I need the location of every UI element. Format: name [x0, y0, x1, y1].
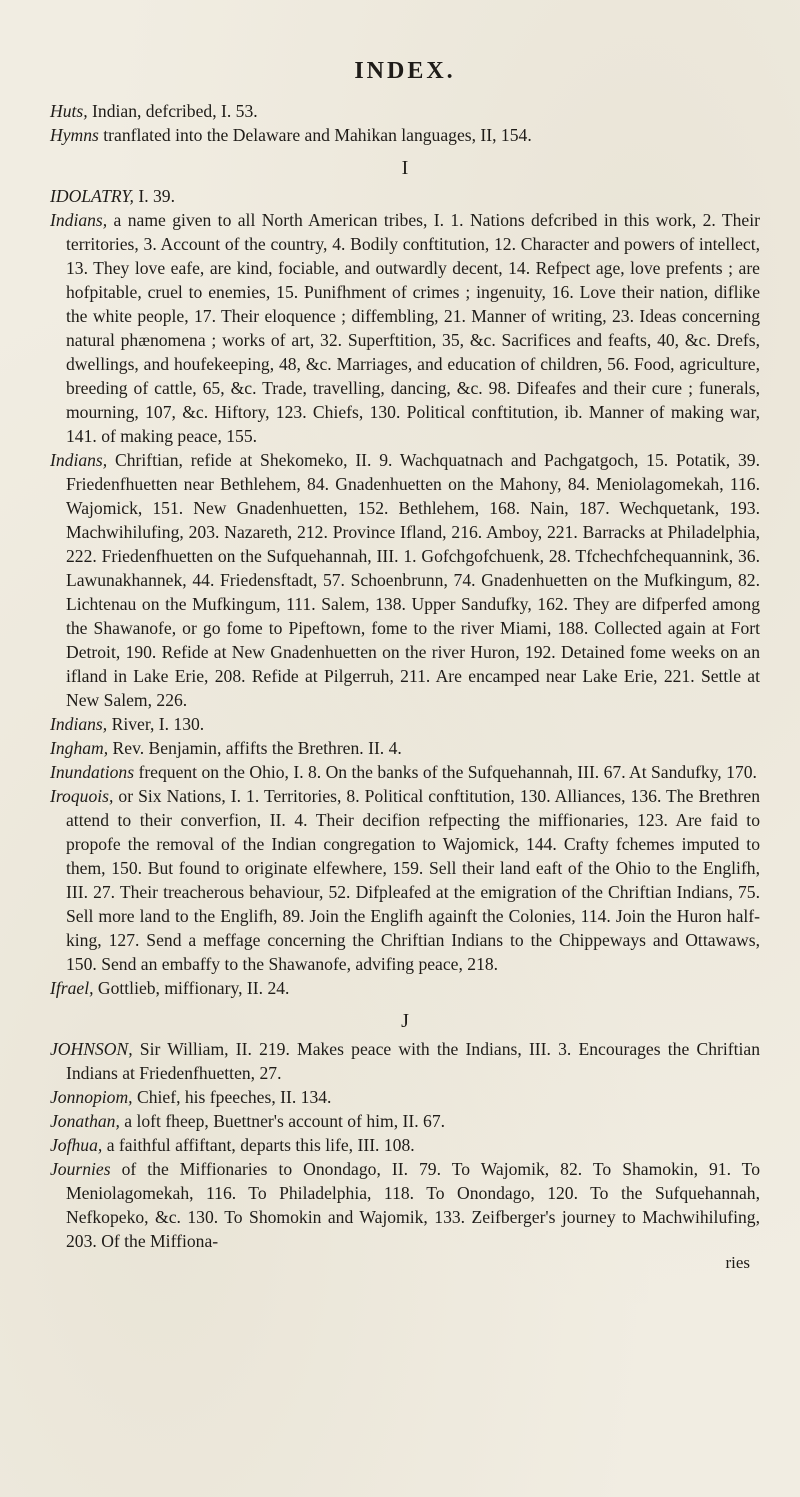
- index-entry: [50, 976, 760, 1000]
- entry-headword: IDOLATRY,: [50, 186, 134, 206]
- entry-text: Indian, defcribed, I. 53.: [87, 101, 258, 121]
- index-entry: [50, 760, 760, 784]
- entry-text: or Six Nations, I. 1. Territories, 8. Political conftitution, 130. Alliances, 136. The Brethren attend to their converfion, II. 4. Their decifion refpecting the miffionaries, 123. Are faid to propofe the removal of the Indian congregation to Wajomick, 144. Crafty fchemes imputed to them, 150. But found to originate elfewhere, 159. Sell their land eaft of the Ohio to the Englifh, III. 27. Their treacherous behaviour, 52. Difpleafed at the emigration of the Chriftian Indians, 75. Sell more land to the Englifh, 89. Join the Englifh againft the Colonies, 114. Join the Huron half-king, 127. Send a meffage concerning the Chriftian Indians to the Chippeways and Ottawaws, 150. Send an embaffy to the Shawanofe, advifing peace, 218.: [66, 786, 760, 974]
- index-entry: [50, 736, 760, 760]
- entry-headword: Huts,: [50, 101, 88, 121]
- entry-headword: Ifrael,: [50, 978, 94, 998]
- entry-headword: JOHNSON,: [50, 1039, 133, 1059]
- entry-text: of the Miffionaries to Onondago, II. 79. To Wajomik, 82. To Shamokin, 91. To Meniolagomekah, 116. To Philadelphia, 118. To Onondago, 120. To the Sufquehannah, Nefkopeko, &c. 130. To Shomokin and Wajomik, 133. Zeifberger's journey to Machwihilufing, 203. Of the Miffiona-: [66, 1159, 760, 1251]
- entry-headword: Jonnopiom,: [50, 1087, 133, 1107]
- entry-text: Chriftian, refide at Shekomeko, II. 9. Wachquatnach and Pachgatgoch, 15. Potatik, 39. Friedenfhuetten near Bethlehem, 84. Gnadenhuetten on the Mahony, 84. Meniolagomekah, 116. Wajomick, 151. New Gnadenhuetten, 152. Bethlehem, 168. Nain, 187. Wechquetank, 193. Machwihilufing, 203. Nazareth, 212. Province Ifland, 216. Amboy, 221. Barracks at Philadelphia, 222. Friedenfhuetten on the Sufquehannah, III. 1. Gofchgofchuenk, 28. Tfchechfchequannink, 36. Lawunakhannek, 44. Friedensftadt, 57. Schoenbrunn, 74. Gnadenhuetten on the Mufkingum, 82. Lichtenau on the Mufkingum, 111. Salem, 138. Upper Sandufky, 162. They are difperfed among the Shawanofe, or go fome to Pipeftown, fome to the river Miami, 188. Collected again at Fort Detroit, 190. Refide at New Gnadenhuetten on the river Huron, 192. Detained fome weeks on an ifland in Lake Erie, 208. Refide at Pilgerruh, 211. Are encamped near Lake Erie, 221. Settle at New Salem, 226.: [66, 450, 760, 710]
- entry-text: a faithful affiftant, departs this life, III. 108.: [102, 1135, 415, 1155]
- entry-text: Sir William, II. 219. Makes peace with the Indians, III. 3. Encourages the Chriftian Indians at Friedenfhuetten, 27.: [66, 1039, 760, 1083]
- entry-headword: Jonathan,: [50, 1111, 120, 1131]
- entry-headword: Jofhua,: [50, 1135, 103, 1155]
- entry-headword: Journies: [50, 1159, 111, 1179]
- entry-text: River, I. 130.: [107, 714, 205, 734]
- entry-headword: Indians,: [50, 210, 108, 230]
- index-entry: [50, 1109, 760, 1133]
- index-entry: [50, 784, 760, 976]
- index-entry: [50, 99, 760, 123]
- index-entry: [50, 1037, 760, 1085]
- entry-headword: Indians,: [50, 714, 108, 734]
- entry-headword: Indians,: [50, 450, 108, 470]
- index-entry: [50, 1085, 760, 1109]
- entry-headword: Inundations: [50, 762, 135, 782]
- entry-text: a loft fheep, Buettner's account of him, II. 67.: [119, 1111, 446, 1131]
- index-entry: [50, 123, 760, 147]
- entry-text: tranflated into the Delaware and Mahikan languages, II, 154.: [98, 125, 532, 145]
- section-letter: I: [401, 157, 409, 179]
- entry-text: I. 39.: [133, 186, 175, 206]
- catchword: ries: [725, 1253, 750, 1272]
- entry-text: Rev. Benjamin, affifts the Brethren. II. 4.: [108, 738, 402, 758]
- index-entry: [50, 184, 760, 208]
- entry-text: Gottlieb, miffionary, II. 24.: [93, 978, 290, 998]
- index-entry: [50, 1133, 760, 1157]
- index-entry: [50, 208, 760, 448]
- entry-text: Chief, his fpeeches, II. 134.: [132, 1087, 332, 1107]
- entry-headword: Iroquois,: [50, 786, 114, 806]
- section-letter: J: [401, 1010, 409, 1032]
- entry-text: a name given to all North American tribes, I. 1. Nations defcribed in this work, 2. Their territories, 3. Account of the country, 4. Bodily conftitution, 12. Character and powers of intellect, 13. They love eafe, are kind, fociable, and outwardly decent, 14. Refpect age, love prefents ; are hofpitable, cruel to enemies, 15. Punifhment of crimes ; ingenuity, 16. Love their nation, diflike the white people, 17. Their eloquence ; diffembling, 21. Manner of writing, 23. Ideas concerning natural phænomena ; works of art, 32. Superftition, 35, &c. Sacrifices and feafts, 40, &c. Drefs, dwellings, and houfekeeping, 48, &c. Marriages, and education of children, 56. Food, agriculture, breeding of cattle, 65, &c. Trade, travelling, dancing, &c. 98. Difeafes and their cure ; funerals, mourning, 107, &c. Hiftory, 123. Chiefs, 130. Political conftitution, ib. Manner of making war, 141. of making peace, 155.: [66, 210, 760, 446]
- index-entry: [50, 1157, 760, 1253]
- entry-text: frequent on the Ohio, I. 8. On the banks of the Sufquehannah, III. 67. At Sandufky, 170.: [134, 762, 757, 782]
- running-head: INDEX.: [354, 58, 456, 84]
- entry-headword: Hymns: [50, 125, 99, 145]
- index-entry: [50, 448, 760, 712]
- index-entry: [50, 712, 760, 736]
- entry-headword: Ingham,: [50, 738, 109, 758]
